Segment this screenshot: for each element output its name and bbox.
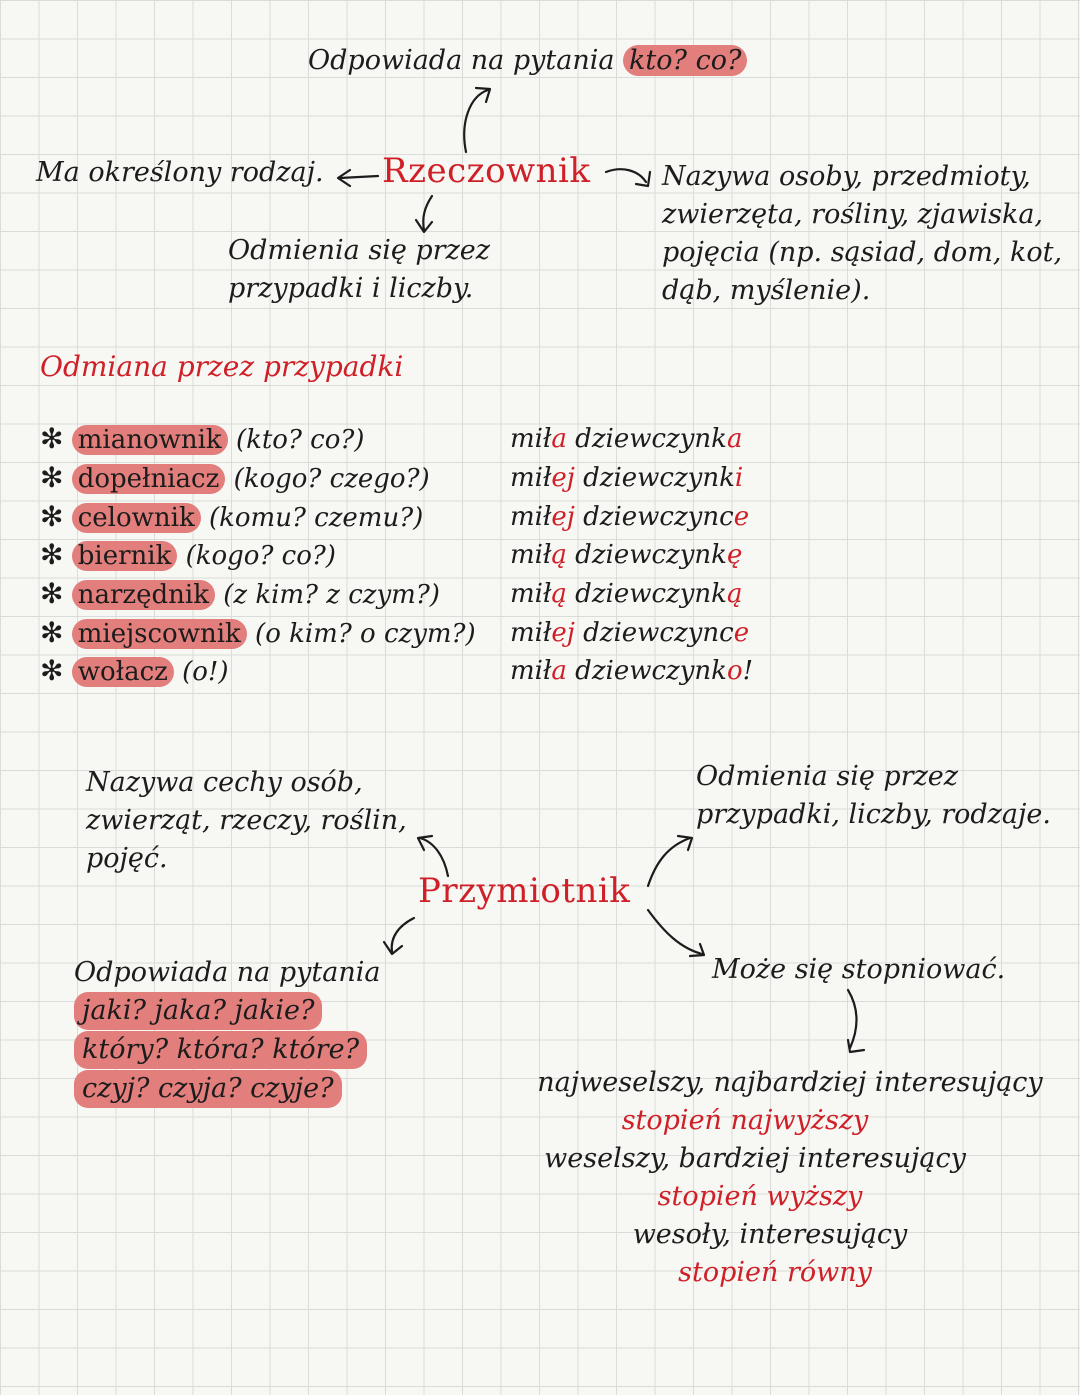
arrow-adj-degrees-down: [848, 990, 857, 1048]
adj-bottom-right-label: Może się stopniować.: [712, 954, 1006, 985]
example-word-ending: e: [733, 618, 750, 648]
degree-label: stopień wyższy: [657, 1181, 863, 1212]
example-word-ending: o: [726, 656, 743, 686]
adj-bottom-left-prefix: Odpowiada na pytania: [74, 957, 381, 988]
degree-example: najweselszy, najbardziej interesujący: [537, 1067, 1043, 1098]
star-icon: ✻: [40, 577, 64, 610]
arrow-adj-up-left: [420, 838, 448, 876]
case-name: celownik: [72, 503, 201, 533]
example-stem-ending: ej: [551, 502, 575, 532]
arrow-noun-left: [340, 176, 378, 178]
adj-top-right-line: przypadki, liczby, rodzaje.: [696, 799, 1051, 830]
example-word: dziewczynk: [566, 540, 727, 570]
example-stem: mił: [510, 618, 552, 648]
example-word-ending: ą: [726, 579, 743, 609]
example-word: dziewczync: [574, 618, 734, 648]
adj-question-highlight: czyj? czyja? czyje?: [74, 1070, 342, 1108]
example-stem-ending: ej: [551, 618, 575, 648]
case-name: biernik: [72, 541, 178, 571]
noun-right-line: Nazywa osoby, przedmioty,: [662, 161, 1031, 192]
noun-left-label: Ma określony rodzaj.: [36, 157, 324, 188]
arrow-noun-up: [464, 90, 488, 152]
case-name: wołacz: [72, 657, 174, 687]
noun-bottom-line: przypadki i liczby.: [228, 273, 474, 304]
arrow-adj-down-left: [392, 918, 414, 952]
degree-example: weselszy, bardziej interesujący: [544, 1143, 966, 1174]
degree-label: stopień najwyższy: [621, 1105, 869, 1136]
example-stem-ending: a: [551, 656, 567, 686]
noun-right-line: zwierzęta, rośliny, zjawiska,: [662, 199, 1044, 230]
case-name: miejscownik: [72, 619, 247, 649]
adj-top-left-line: pojęć.: [86, 843, 168, 874]
example-word: dziewczync: [574, 502, 734, 532]
example-word: dziewczynk: [566, 656, 727, 686]
adj-title: Przymiotnik: [418, 871, 631, 911]
example-word: dziewczynk: [574, 463, 735, 493]
degree-label: stopień równy: [678, 1257, 872, 1288]
example-word-ending: i: [734, 463, 744, 493]
adj-top-left-line: zwierząt, rzeczy, roślin,: [86, 805, 407, 836]
degree-example: wesoły, interesujący: [632, 1219, 908, 1250]
arrow-noun-right: [606, 169, 646, 182]
adj-question-highlight: jaki? jaka? jakie?: [74, 992, 322, 1030]
example-stem: mił: [510, 424, 552, 454]
example-tail: !: [742, 656, 754, 686]
noun-right-line: pojęcia (np. sąsiad, dom, kot,: [662, 237, 1063, 268]
adj-top-left-line: Nazywa cechy osób,: [86, 767, 363, 798]
case-question: (kto? co?): [235, 425, 365, 455]
noun-right-line: dąb, myślenie).: [662, 275, 871, 306]
case-question: (z kim? z czym?): [223, 580, 440, 610]
star-icon: ✻: [40, 654, 64, 687]
star-icon: ✻: [40, 538, 64, 571]
example-word: dziewczynk: [566, 424, 727, 454]
example-word: dziewczynk: [566, 579, 727, 609]
adj-top-right-line: Odmienia się przez: [696, 761, 959, 792]
example-stem: mił: [510, 656, 552, 686]
example-stem: mił: [510, 463, 552, 493]
case-question: (kogo? czego?): [233, 464, 430, 494]
arrow-adj-down-right: [648, 910, 702, 954]
star-icon: ✻: [40, 616, 64, 649]
example-stem-ending: ą: [551, 579, 567, 609]
case-name: dopełniacz: [72, 464, 226, 494]
example-stem-ending: a: [551, 424, 567, 454]
example-stem: mił: [510, 579, 552, 609]
case-question: (o kim? o czym?): [255, 619, 476, 649]
star-icon: ✻: [40, 461, 64, 494]
noun-bottom-line: Odmienia się przez: [228, 235, 491, 266]
example-stem: mił: [510, 540, 552, 570]
adj-question-highlight: który? która? które?: [74, 1031, 367, 1069]
case-name: narzędnik: [72, 580, 215, 610]
example-word-ending: a: [726, 424, 743, 454]
example-stem-ending: ą: [551, 540, 567, 570]
noun-top-highlight: kto? co?: [623, 45, 747, 76]
case-question: (kogo? co?): [185, 541, 336, 571]
arrow-adj-up-right: [648, 838, 690, 886]
case-question: (komu? czemu?): [209, 503, 424, 533]
case-name: mianownik: [72, 425, 228, 455]
noun-top-prefix: Odpowiada na pytania: [308, 45, 615, 76]
example-stem: mił: [510, 502, 552, 532]
case-question: (o!): [182, 657, 229, 687]
noun-title: Rzeczownik: [382, 151, 591, 191]
example-word-ending: e: [733, 502, 750, 532]
example-stem-ending: ej: [551, 463, 575, 493]
star-icon: ✻: [40, 422, 64, 455]
example-word-ending: ę: [726, 540, 743, 570]
cases-heading: Odmiana przez przypadki: [40, 350, 404, 383]
star-icon: ✻: [40, 500, 64, 533]
